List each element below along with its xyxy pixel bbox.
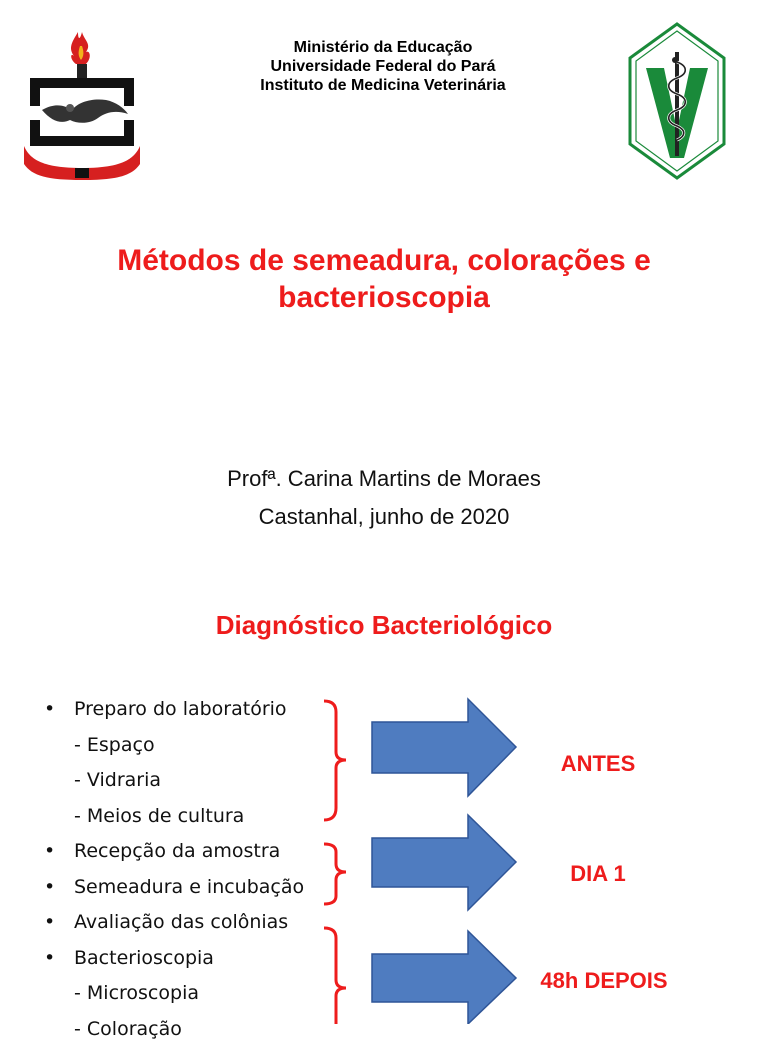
bracket-dia1 [324, 844, 346, 904]
author-name: Profª. Carina Martins de Moraes [40, 460, 728, 498]
list-subitem: - Coloração [44, 1012, 304, 1047]
phase-48h-depois: 48h DEPOIS [540, 968, 667, 993]
title-line-1: Métodos de semeadura, colorações e [40, 242, 728, 279]
list-item: • Recepção da amostra [44, 834, 304, 870]
arrow-dia1 [372, 815, 516, 910]
svg-text:UNIVERSIDADE FEDERAL DO PARÁ: UNIVERSIDADE FEDERAL DO PARÁ [34, 154, 129, 161]
bracket-antes [324, 701, 346, 820]
title-line-2: bacterioscopia [40, 279, 728, 316]
list-item: • Semeadura e incubação [44, 870, 304, 906]
institute-line: Instituto de Medicina Veterinária [170, 76, 596, 95]
list-subitem: - Espaço [44, 728, 304, 764]
place-date: Castanhal, junho de 2020 [40, 498, 728, 536]
list-item: • Avaliação das colônias [44, 905, 304, 941]
ministry-line: Ministério da Educação [170, 38, 596, 57]
university-line: Universidade Federal do Pará [170, 57, 596, 76]
list-item: • Preparo do laboratório [44, 692, 304, 728]
arrow-antes [372, 699, 516, 796]
arrow-48h [372, 931, 516, 1024]
bracket-48h [324, 928, 346, 1024]
list-subitem: - Vidraria [44, 763, 304, 799]
list-subitem: - Meios de cultura [44, 799, 304, 835]
phase-antes: ANTES [561, 751, 636, 776]
list-item: • Bacterioscopia [44, 941, 304, 977]
phase-dia1: DIA 1 [570, 861, 625, 886]
section-title: Diagnóstico Bacteriológico [40, 610, 728, 641]
list-subitem: - Microscopia [44, 976, 304, 1012]
